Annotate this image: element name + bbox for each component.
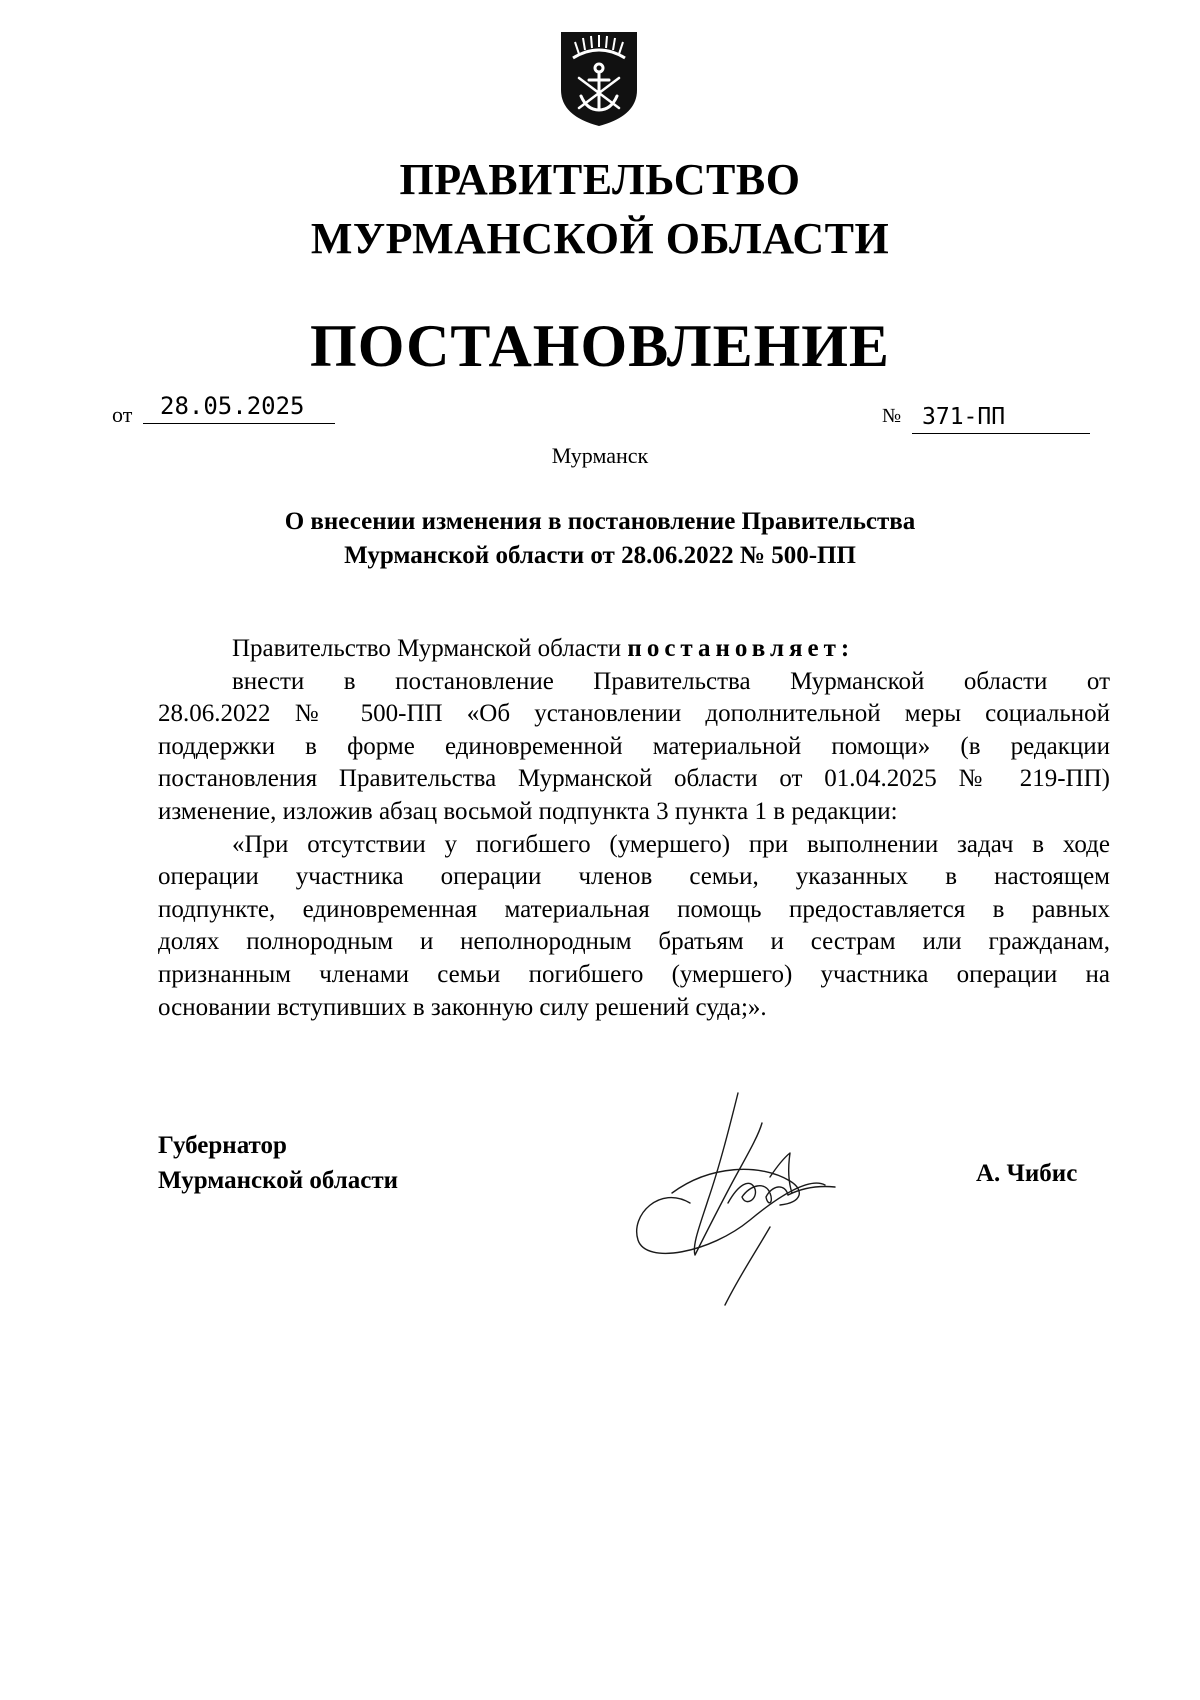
body-line: 28.06.2022 № 500-ПП «Об установлении дополнительной меры социальной — [158, 700, 1110, 728]
subject-line: О внесении изменения в постановление Правительства — [284, 508, 916, 535]
body-line: внести в постановление Правительства Мурманской области от — [232, 667, 1110, 695]
date-underline — [143, 423, 335, 424]
body-line: постановления Правительства Мурманской области от 01.04.2025 № 219-ПП) — [158, 765, 1110, 793]
signature-icon — [620, 1085, 870, 1310]
body-intro — [158, 633, 1110, 666]
document-body — [158, 633, 1110, 1024]
signer-position-line: Мурманской области — [158, 1167, 399, 1194]
number-underline — [912, 433, 1090, 434]
government-name-line2: МУРМАНСКОЙ ОБЛАСТИ — [310, 214, 890, 263]
signer-name: А. Чибис — [976, 1160, 1078, 1187]
body-line: признанным членами семьи погибшего (умершего) участника операции на — [158, 960, 1110, 988]
date-prefix: от — [112, 402, 133, 427]
intro-text: Правительство Мурманской области — [232, 635, 622, 662]
intro-action: постановляет: — [627, 635, 855, 662]
body-line: основании вступивших в законную силу решений суда;». — [158, 993, 767, 1021]
body-line: операции участника операции членов семьи, указанных в настоящем — [158, 863, 1110, 891]
body-line: поддержки в форме единовременной материальной помощи» (в редакции — [158, 732, 1110, 760]
body-line: долях полнородным и неполнородным братьям и сестрам или гражданам, — [158, 928, 1110, 956]
document-subject — [0, 505, 1200, 573]
body-line: изменение, изложив абзац восьмой подпункта 3 пункта 1 в редакции: — [158, 797, 898, 825]
number-prefix: № — [882, 405, 902, 427]
issue-city: Мурманск — [551, 443, 649, 468]
body-line: «При отсутствии у погибшего (умершего) при выполнении задач в ходе — [232, 830, 1110, 858]
signer-position-line: Губернатор — [158, 1132, 287, 1159]
signer-position — [158, 1128, 398, 1198]
document-date: 28.05.2025 — [160, 392, 305, 420]
document-number: 371-ПП — [922, 404, 1006, 430]
coat-of-arms-icon — [557, 28, 641, 128]
subject-line: Мурманской области от 28.06.2022 № 500-ПП — [344, 542, 856, 569]
government-name-line1: ПРАВИТЕЛЬСТВО — [399, 155, 801, 204]
document-type-title: ПОСТАНОВЛЕНИЕ — [310, 313, 890, 379]
body-line: подпункте, единовременная материальная помощь предоставляется в равных — [158, 895, 1110, 923]
